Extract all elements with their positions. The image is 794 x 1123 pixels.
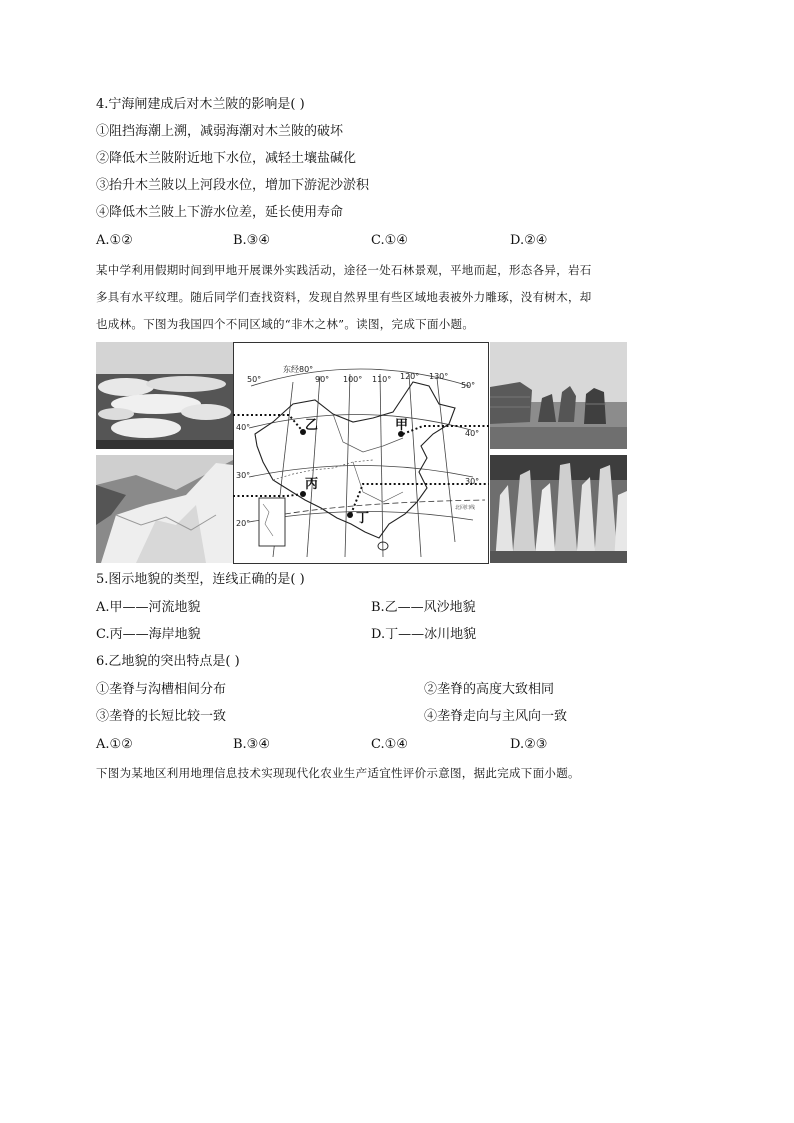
photo-karst-stone-forest [490, 455, 627, 563]
longitude-label-110: 110° [372, 375, 392, 384]
longitude-label-130: 130° [429, 372, 449, 381]
latitude-left-20: 20° [236, 519, 251, 528]
place-label-bing: 丙 [305, 477, 319, 492]
intro-paragraph-line-1: 某中学利用假期时间到甲地开展课外实践活动，途径一处石林景观，平地而起，形态各异，岩石 [96, 263, 592, 277]
photo-danxia-landform [490, 342, 627, 449]
q5-stem: 5.图示地貌的类型，连线正确的是( ) [96, 572, 305, 587]
south-china-sea-inset [259, 498, 285, 546]
intro-paragraph-line-3: 也成林。下图为我国四个不同区域的“非木之林”。读图，完成下面小题。 [96, 317, 475, 331]
q4-option-d[interactable]: D.②④ [510, 233, 548, 248]
q5-option-a[interactable]: A.甲——河流地貌 [96, 600, 201, 615]
photo-glacier-landform [96, 455, 233, 563]
q4-stem: 4.宁海闸建成后对木兰陂的影响是( ) [96, 97, 305, 112]
q6-option-a[interactable]: A.①② [96, 737, 133, 752]
latitude-left-40: 40° [236, 423, 251, 432]
latitude-right-50: 50° [461, 381, 476, 390]
photo-yardang-landform [96, 342, 233, 449]
latitude-left-30: 30° [236, 471, 251, 480]
q4-statement-2: ②降低木兰陂附近地下水位，减轻土壤盐碱化 [96, 151, 357, 166]
latitude-right-40: 40° [465, 429, 480, 438]
q6-statement-3: ③垄脊的长短比较一致 [96, 709, 227, 724]
q4-statement-1: ①阻挡海潮上溯，减弱海潮对木兰陂的破坏 [96, 124, 344, 139]
q5-option-d[interactable]: D.丁——冰川地貌 [371, 627, 477, 642]
q6-option-d[interactable]: D.②③ [510, 737, 548, 752]
q4-option-a[interactable]: A.①② [96, 233, 133, 248]
intro-paragraph-2: 下图为某地区利用地理信息技术实现现代化农业生产适宜性评价示意图，据此完成下面小题。 [96, 766, 580, 780]
tropic-label: 北回归线 [455, 505, 476, 511]
q6-option-b[interactable]: B.③④ [233, 737, 270, 752]
longitude-label-90: 90° [315, 375, 330, 384]
place-label-jia: 甲 [395, 418, 409, 433]
place-label-yi: 乙 [305, 418, 319, 433]
q6-statement-4: ④垄脊走向与主风向一致 [424, 709, 568, 724]
q4-statement-4: ④降低木兰陂上下游水位差，延长使用寿命 [96, 205, 344, 220]
q4-option-c[interactable]: C.①④ [371, 233, 408, 248]
intro-paragraph-line-2: 多具有水平纹理。随后同学们查找资料，发现自然界里有些区域地表被外力雕琢，没有树木，却 [96, 290, 592, 304]
q5-option-b[interactable]: B.乙——风沙地貌 [371, 600, 476, 615]
longitude-label-100: 100° [343, 375, 363, 384]
q4-statement-3: ③抬升木兰陂以上河段水位，增加下游泥沙淤积 [96, 178, 370, 193]
longitude-label-80: 东经80° [283, 365, 314, 374]
place-label-ding: 丁 [356, 511, 370, 526]
latitude-right-30: 30° [465, 477, 480, 486]
q6-statement-2: ②垄脊的高度大致相同 [424, 682, 555, 697]
q6-option-c[interactable]: C.①④ [371, 737, 408, 752]
q5-option-c[interactable]: C.丙——海岸地貌 [96, 627, 201, 642]
longitude-label-120: 120° [400, 372, 420, 381]
q6-stem: 6.乙地貌的突出特点是( ) [96, 654, 240, 669]
latitude-left-50: 50° [247, 375, 262, 384]
q4-option-b[interactable]: B.③④ [233, 233, 270, 248]
q6-statement-1: ①垄脊与沟槽相间分布 [96, 682, 227, 697]
marker-ding [347, 512, 353, 518]
china-map [233, 342, 489, 564]
